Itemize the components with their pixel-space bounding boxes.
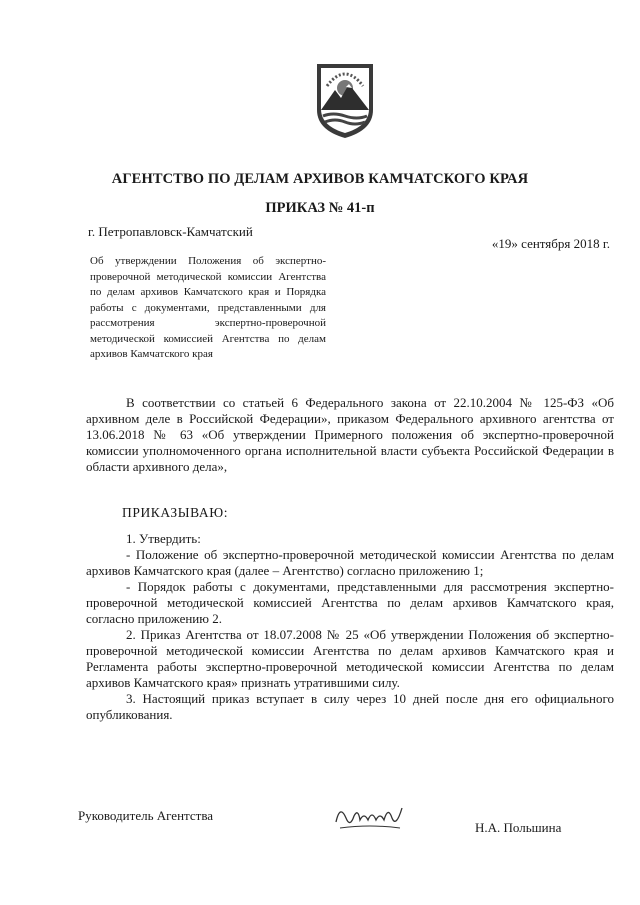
order-item: - Порядок работы с документами, представленными для рассмотрения экспертно-проверочной методической комиссией Агентства по делам архивов Камчатского края, согласно приложению 2. — [86, 579, 614, 626]
signer-position: Руководитель Агентства — [78, 808, 214, 823]
city-label: г. Петропавловск-Камчатский — [88, 224, 253, 239]
order-item: 1. Утвердить: — [126, 531, 201, 546]
order-subject: Об утверждении Положения об экспертно-проверочной методической комиссии Агентства по делам архивов Камчатского края и Порядка работы с документами, представленными для рассмотрения экспертно-проверочной методической комиссией Агентства по делам архивов Камчатского края — [90, 255, 326, 360]
order-item: 2. Приказ Агентства от 18.07.2008 № 25 «Об утверждении Положения об экспертно-проверочной методической комиссии Агентства по делам архивов Камчатского края и Регламента работы экспертно-проверочной методической комиссии Агентства по делам архивов Камчатского края» признать утратившими силу. — [86, 627, 614, 690]
preamble-text: В соответствии со статьей 6 Федерального закона от 22.10.2004 № 125-ФЗ «Об архивном деле в Российской Федерации», приказом Федерального архивного агентства от 13.06.2018 № 63 «Об утверждении Примерного положения об экспертно-проверочной комиссии уполномоченного органа исполнительной власти субъекта Российской Федерации в области архивного дела», — [86, 395, 614, 474]
order-date: «19» сентября 2018 г. — [491, 236, 610, 251]
signer-name: Н.А. Польшина — [475, 820, 562, 835]
order-item: - Положение об экспертно-проверочной методической комиссии Агентства по делам архивов Камчатского края (далее – Агентство) согласно приложению 1; — [86, 547, 614, 578]
order-items — [86, 531, 614, 723]
kamchatka-emblem-icon — [313, 58, 377, 140]
preamble-block — [86, 395, 614, 475]
order-item: 3. Настоящий приказ вступает в силу через 10 дней после дня его официального опубликования. — [86, 691, 614, 722]
decree-word: ПРИКАЗЫВАЮ: — [122, 505, 229, 520]
agency-title: АГЕНТСТВО ПО ДЕЛАМ АРХИВОВ КАМЧАТСКОГО КРАЯ — [111, 171, 529, 187]
order-title: ПРИКАЗ № 41-п — [265, 200, 375, 216]
handwritten-signature — [330, 798, 410, 834]
